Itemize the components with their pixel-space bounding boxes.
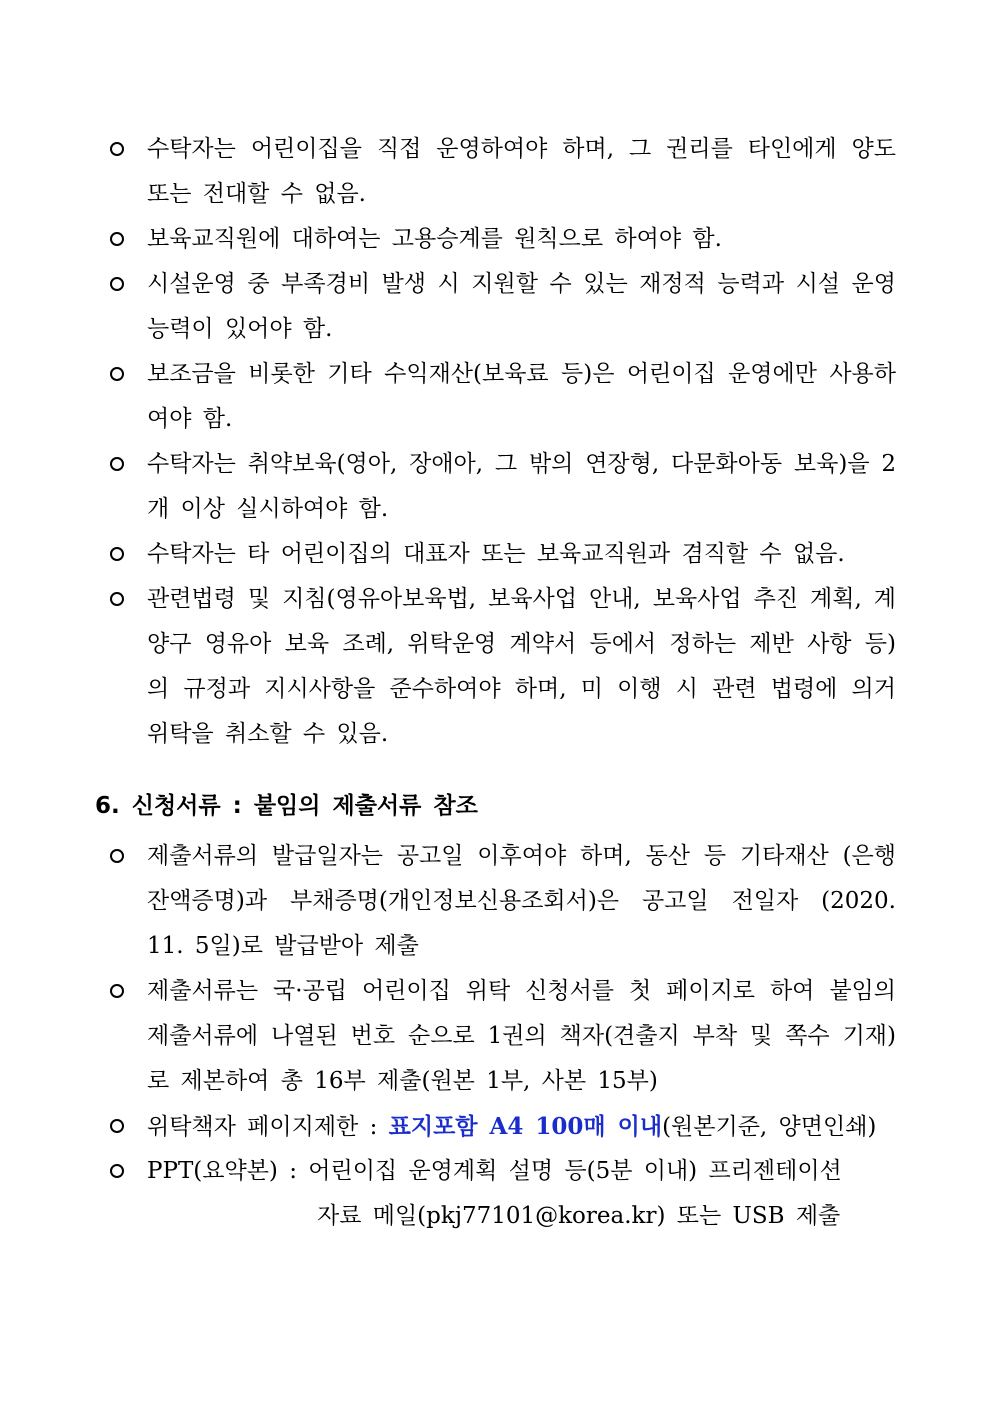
- list-item-text: [147, 1149, 896, 1239]
- list-item-text: [147, 1104, 896, 1150]
- circle-bullet-icon: [110, 142, 124, 156]
- list-item: [110, 532, 896, 577]
- list-item-text: 시설운영 중 부족경비 발생 시 지원할 수 있는 재정적 능력과 시설 운영 능력이 있어야 함.: [147, 271, 896, 342]
- list-item: [110, 352, 896, 442]
- circle-bullet-icon: [110, 1119, 124, 1133]
- list-item: [110, 127, 896, 217]
- circle-bullet-icon: [110, 592, 124, 606]
- list-item-text: 수탁자는 타 어린이집의 대표자 또는 보육교직원과 겸직할 수 없음.: [147, 541, 845, 567]
- ppt-line-2: 자료 메일(pkj77101@korea.kr) 또는 USB 제출: [317, 1203, 841, 1229]
- section-heading: 6. 신청서류 : 붙임의 제출서류 참조: [95, 793, 478, 819]
- list-item-text: 보육교직원에 대하여는 고용승계를 원칙으로 하여야 함.: [147, 226, 722, 252]
- list-item-text: 제출서류는 국·공립 어린이집 위탁 신청서를 첫 페이지로 하여 붙임의 제출서류에 나열된 번호 순으로 1권의 책자(견출지 부착 및 쪽수 기재)로 제본하여 총 16부 제출(원본 1부, 사본 15부): [147, 978, 896, 1094]
- circle-bullet-icon: [110, 1164, 124, 1178]
- circle-bullet-icon: [110, 547, 124, 561]
- ppt-line-1: PPT(요약본) : 어린이집 운영계획 설명 등(5분 이내) 프리젠테이션: [147, 1158, 842, 1184]
- list-item: [110, 834, 896, 969]
- circle-bullet-icon: [110, 457, 124, 471]
- list-item: [110, 969, 896, 1104]
- list-item: [110, 217, 896, 262]
- list-item: [110, 442, 896, 532]
- list-item-text: 수탁자는 취약보육(영아, 장애아, 그 밖의 연장형, 다문화아동 보육)을 2개 이상 실시하여야 함.: [147, 451, 896, 522]
- list-item-text: 제출서류의 발급일자는 공고일 이후여야 하며, 동산 등 기타재산 (은행잔액증명)과 부채증명(개인정보신용조회서)은 공고일 전일자 (2020. 11. 5일)로 발급받아 제출: [147, 843, 896, 959]
- page-limit-label: 위탁책자 페이지제한 :: [147, 1114, 389, 1140]
- list-item: [110, 1104, 896, 1150]
- list-item: [110, 577, 896, 757]
- circle-bullet-icon: [110, 232, 124, 246]
- list-item: [110, 262, 896, 352]
- circle-bullet-icon: [110, 367, 124, 381]
- circle-bullet-icon: [110, 277, 124, 291]
- page-limit-note: (원본기준, 양면인쇄): [662, 1114, 877, 1140]
- list-item-text: 관련법령 및 지침(영유아보육법, 보육사업 안내, 보육사업 추진 계획, 계양구 영유아 보육 조례, 위탁운영 계약서 등에서 정하는 제반 사항 등)의 규정과 지시사항을 준수하여야 하며, 미 이행 시 관련 법령에 의거 위탁을 취소할 수 있음.: [147, 586, 896, 747]
- list-item: [110, 1149, 896, 1239]
- circle-bullet-icon: [110, 984, 124, 998]
- page-limit-highlight: 표지포함 A4 100매 이내: [388, 1113, 663, 1140]
- circle-bullet-icon: [110, 849, 124, 863]
- list-item-text: 보조금을 비롯한 기타 수익재산(보육료 등)은 어린이집 운영에만 사용하여야 함.: [147, 361, 896, 432]
- list-item-text: 수탁자는 어린이집을 직접 운영하여야 하며, 그 권리를 타인에게 양도 또는 전대할 수 없음.: [147, 136, 896, 207]
